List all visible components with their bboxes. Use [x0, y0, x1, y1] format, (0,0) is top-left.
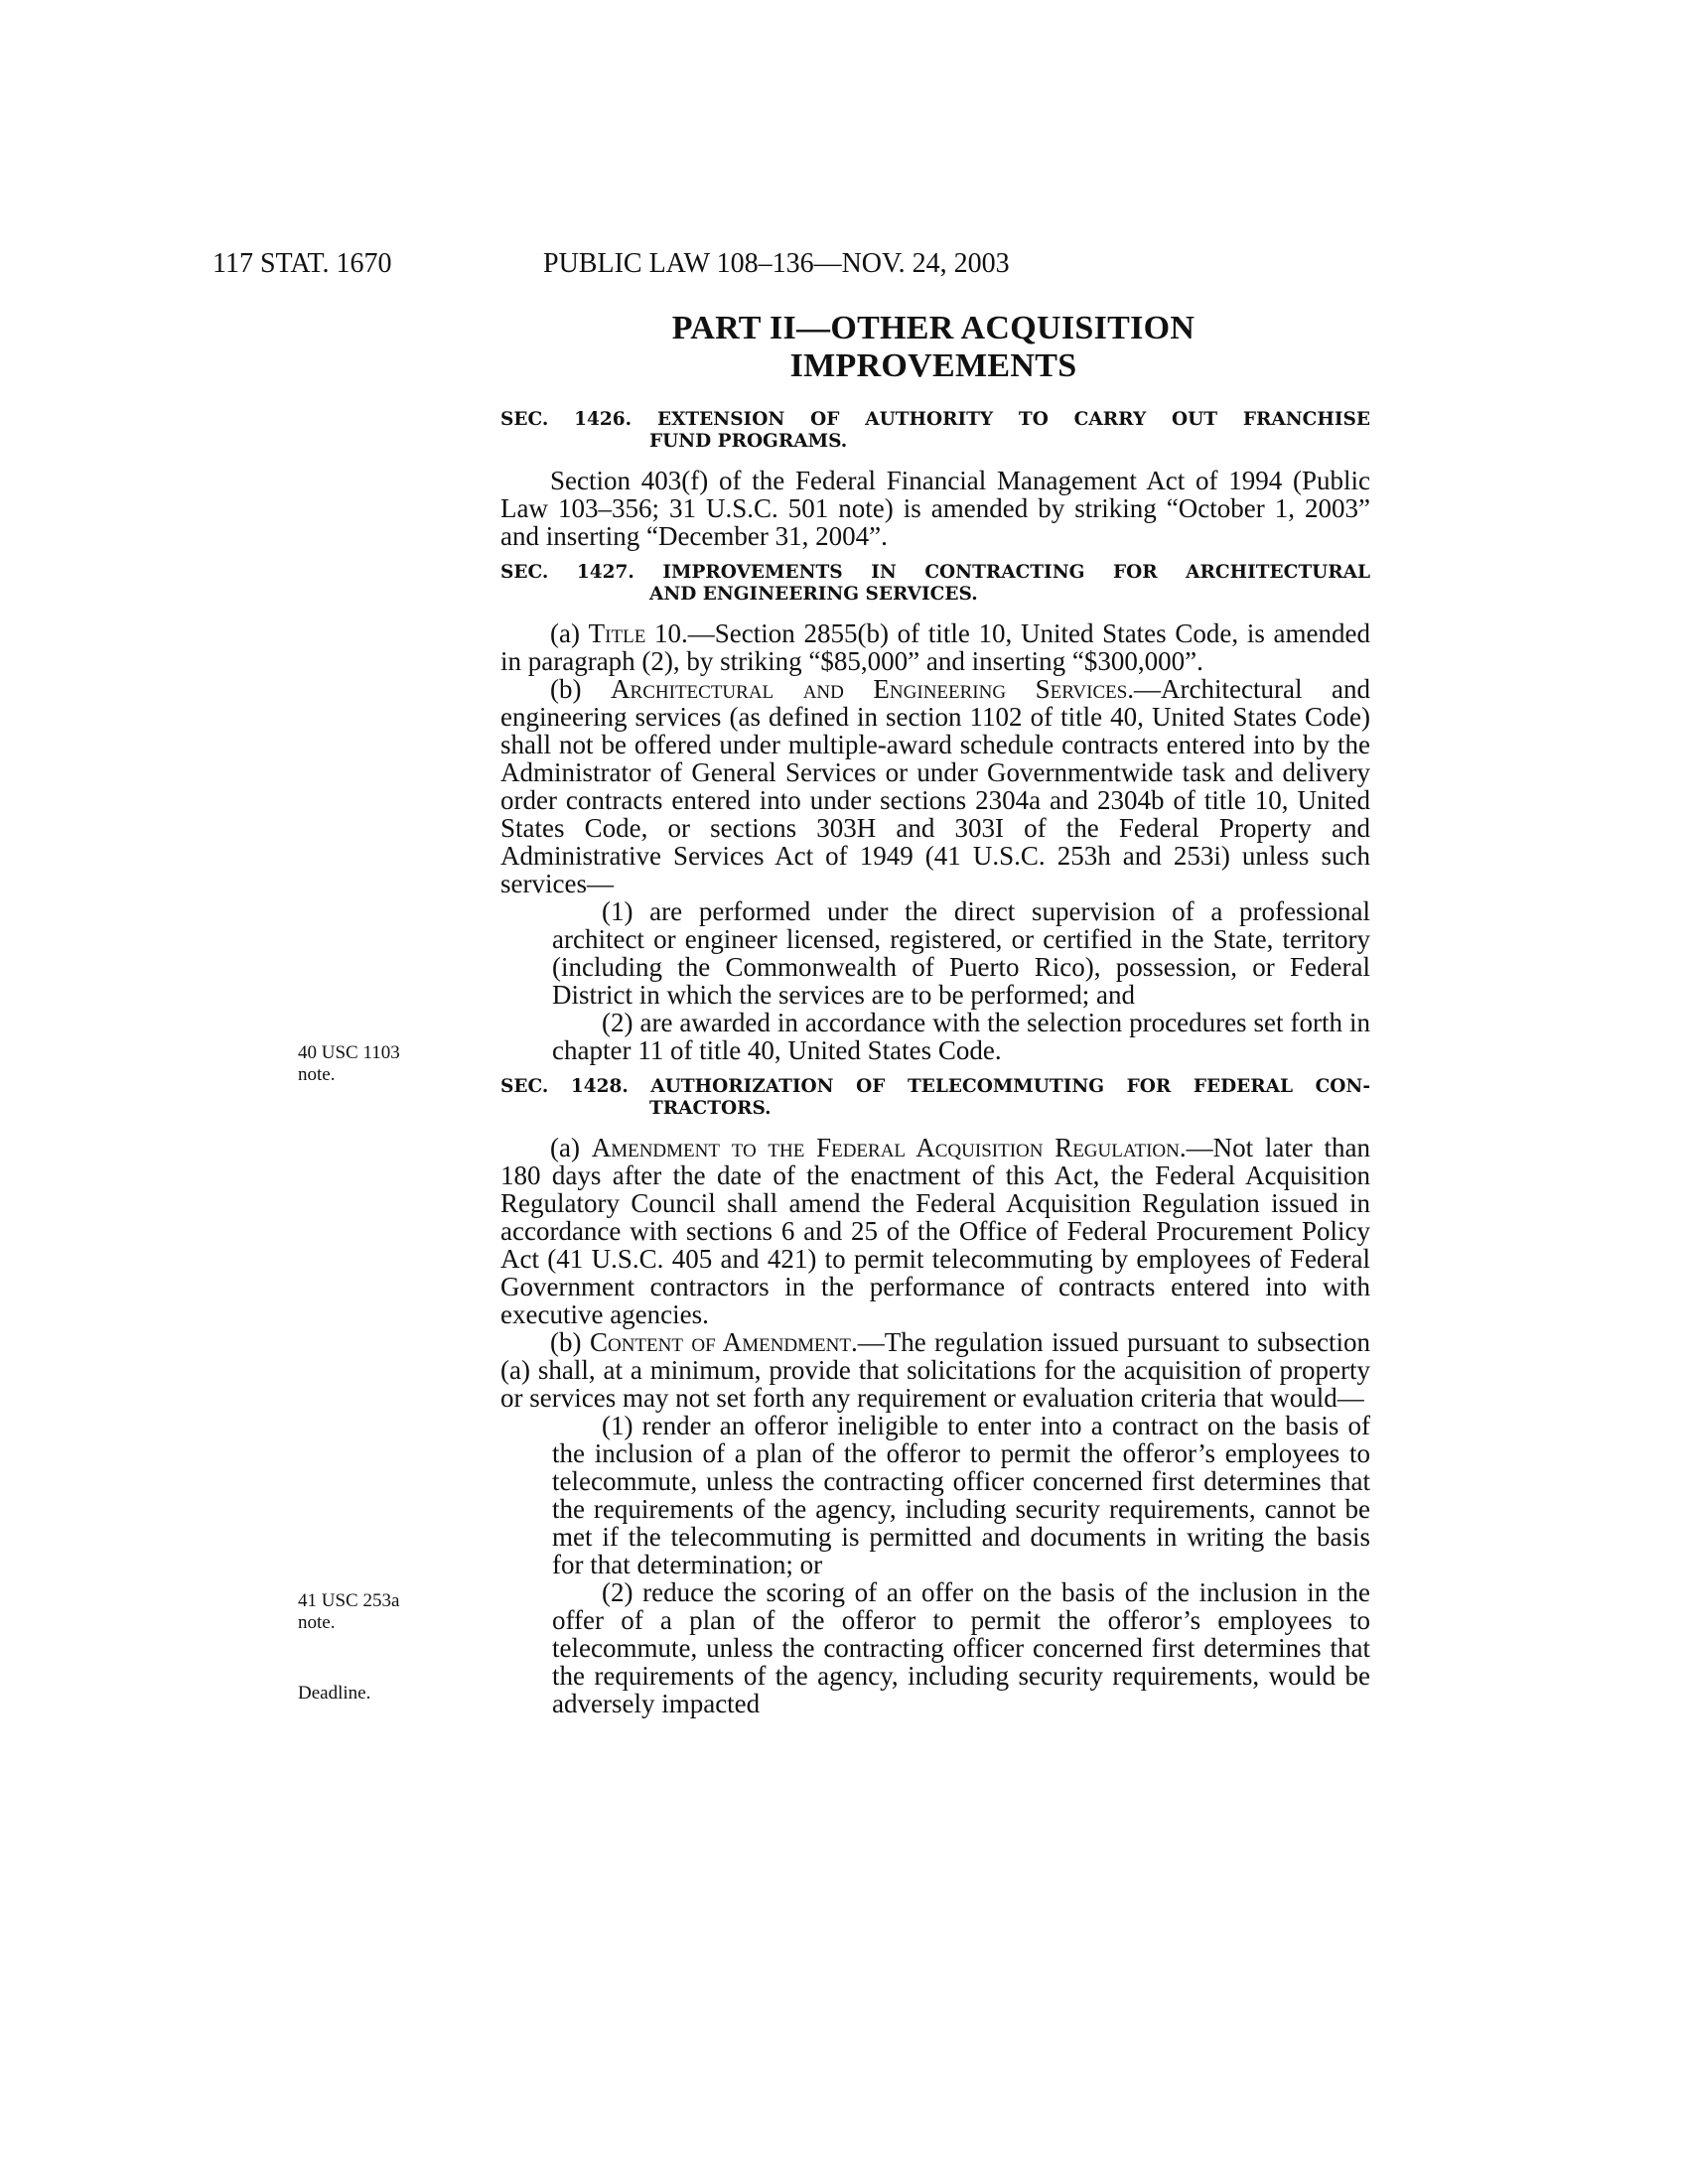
subsection-label: (b) — [550, 674, 612, 704]
margin-note-line: note. — [298, 1612, 336, 1633]
section-heading-line: SEC. 1426. EXTENSION OF AUTHORITY TO CARRY OUT FRANCHISE — [500, 409, 1370, 430]
part-title-line2: IMPROVEMENTS — [789, 347, 1077, 384]
subsection-caption: Architectural and Engineering Services — [611, 674, 1128, 704]
stat-page-number: 117 STAT. 1670 — [212, 248, 392, 279]
section-1427-paragraph-1: (1) are performed under the direct supervision of a professional architect or engineer licensed, registered, or certified in the State, territory (including the Commonwealth of Puerto Rico), possession, or Federal District in which the services are to be performed; and — [552, 896, 1370, 1010]
page-header — [0, 248, 1688, 288]
section-1427-subsection-a — [500, 619, 1370, 675]
section-heading-line: SEC. 1427. IMPROVEMENTS IN CONTRACTING FOR ARCHITECTURAL — [500, 562, 1370, 583]
subsection-caption: Amendment to the Federal Acquisition Regulation — [591, 1133, 1180, 1162]
part-title — [496, 310, 1370, 385]
margin-note-line: Deadline. — [298, 1683, 371, 1704]
section-1427-heading — [500, 562, 1370, 606]
subsection-text: .—Architectural and engineering services (as defined in section 1102 of title 40, United States Code) shall not be offered under multiple-award schedule contracts entered into by the Administrator of General Services or under Governmentwide task and delivery order contracts entered into under sections 2304a and 2304b of title 10, United States Code, or sections 303H and 303I of the Federal Property and Administrative Services Act of 1949 (41 U.S.C. 253h and 253i) unless such services— — [500, 674, 1371, 898]
subsection-caption: Title 10 — [588, 618, 682, 648]
margin-note-line: 41 USC 253a — [298, 1590, 400, 1611]
section-1427-paragraph-2: (2) are awarded in accordance with the selection procedures set forth in chapter 11 of title 40, United States Code. — [552, 1008, 1370, 1065]
part-title-line1: PART II—OTHER ACQUISITION — [671, 310, 1196, 346]
section-heading-line: SEC. 1428. AUTHORIZATION OF TELECOMMUTING FOR FEDERAL CON- — [500, 1076, 1370, 1097]
subsection-label: (b) — [550, 1327, 590, 1357]
section-heading-line: TRACTORS. — [649, 1098, 772, 1119]
subsection-text: .—Not later than 180 days after the date of the enactment of this Act, the Federal Acquisition Regulatory Council shall amend the Federal Acquisition Regulation issued in accordance with sections 6 and 25 of the Office of Federal Procurement Policy Act (41 U.S.C. 405 and 421) to permit telecommuting by employees of Federal Government contractors in the performance of contracts entered into with executive agencies. — [500, 1133, 1371, 1329]
subsection-label: (a) — [550, 618, 589, 648]
section-heading-line: FUND PROGRAMS. — [649, 431, 848, 452]
margin-note-41-usc-253a — [298, 1590, 447, 1634]
public-law-citation: PUBLIC LAW 108–136—NOV. 24, 2003 — [543, 248, 1010, 279]
document-body — [500, 409, 1370, 1717]
subsection-text: .—Section 2855(b) of title 10, United States Code, is amended in paragraph (2), by striking “$85,000” and inserting “$300,000”. — [500, 618, 1370, 676]
section-1428-heading — [500, 1076, 1370, 1120]
section-1428-paragraph-1: (1) render an offeror ineligible to enter into a contract on the basis of the inclusion of a plan of the offeror to permit the offeror’s employees to telecommute, unless the contracting officer concerned first determines that the requirements of the agency, including security requirements, cannot be met if the telecommuting is permitted and documents in writing the basis for that determination; or — [552, 1411, 1370, 1579]
section-1426-text: Section 403(f) of the Federal Financial Management Act of 1994 (Public Law 103–356; 31 U.S.C. 501 note) is amended by striking “October 1, 2003” and inserting “December 31, 2004”. — [500, 466, 1370, 551]
margin-note-line: note. — [298, 1064, 336, 1085]
section-1426-heading — [500, 409, 1370, 453]
section-heading-line: AND ENGINEERING SERVICES. — [649, 584, 978, 605]
margin-note-line: 40 USC 1103 — [298, 1042, 400, 1063]
margin-note-deadline — [298, 1683, 447, 1705]
subsection-caption: Content of Amendment — [589, 1327, 851, 1357]
subsection-text: .—The regulation issued pursuant to subsection (a) shall, at a minimum, provide that solicitations for the acquisition of property or services may not set forth any requirement or evaluation criteria that would— — [500, 1327, 1371, 1413]
section-1428-subsection-a — [500, 1134, 1370, 1328]
section-1427-subsection-b — [500, 675, 1370, 897]
section-1428-subsection-b — [500, 1328, 1370, 1412]
margin-note-40-usc-1103 — [298, 1042, 447, 1086]
section-1428-paragraph-2: (2) reduce the scoring of an offer on the basis of the inclusion in the offer of a plan of the offeror to permit the offeror’s employees to telecommute, unless the contracting officer concerned first determines that the requirements of the agency, including security requirements, would be adversely impacted — [552, 1577, 1370, 1718]
subsection-label: (a) — [550, 1133, 592, 1162]
